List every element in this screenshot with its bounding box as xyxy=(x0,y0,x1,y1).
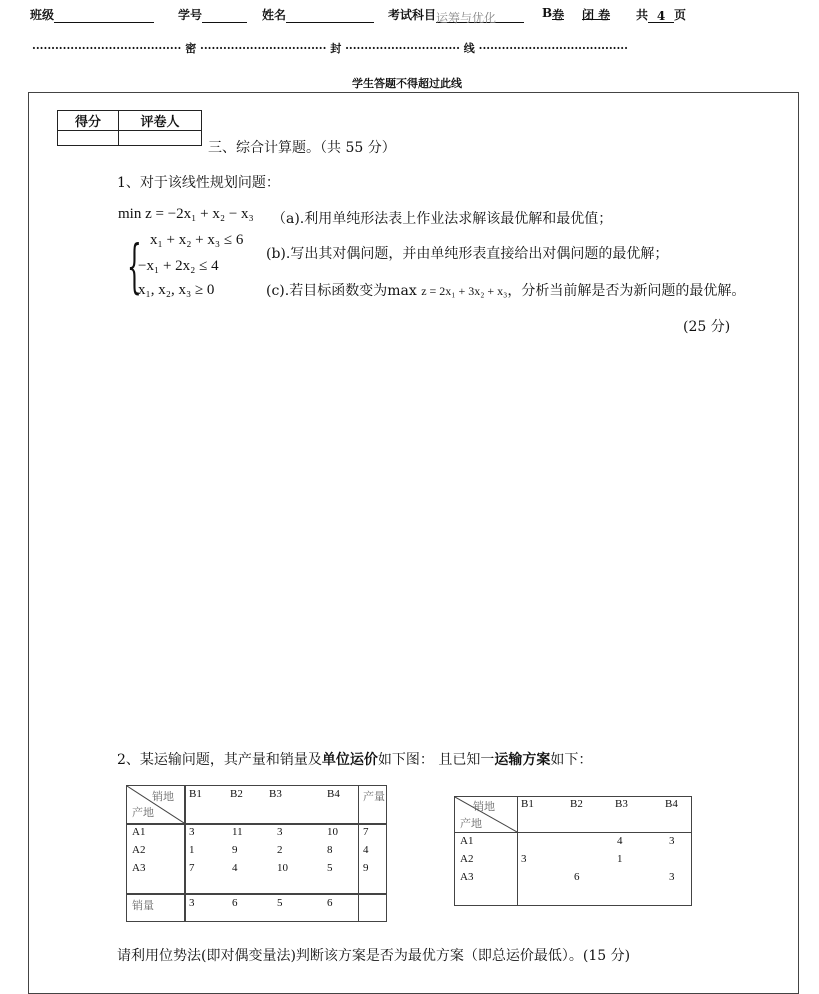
corner-bottom-label: 产地 xyxy=(460,818,482,830)
score-table xyxy=(57,110,202,146)
seal-line: ······································· 密 ································· 封 ······························ 线 ······································· xyxy=(32,42,628,55)
demand-cell: 6 xyxy=(232,897,238,909)
grader-header: 评卷人 xyxy=(119,111,202,131)
column-header: B1 xyxy=(521,798,534,810)
q1-part-b: (b).写出其对偶问题，并由单纯形表直接给出对偶问题的最优解； xyxy=(266,246,669,262)
id-blank[interactable] xyxy=(202,9,247,23)
class-blank[interactable] xyxy=(54,9,154,23)
column-divider xyxy=(184,786,186,921)
column-header: B2 xyxy=(570,798,583,810)
q1-objective: min z = −2x₁ + x₂ − x₃ xyxy=(118,206,254,222)
seal-xian: 线 xyxy=(463,42,475,55)
q1-intro: 1、对于该线性规划问题： xyxy=(117,175,280,191)
column-header: B4 xyxy=(327,788,340,800)
cost-cell: 10 xyxy=(327,826,338,838)
demand-cell: 6 xyxy=(327,897,333,909)
class-label: 班级 xyxy=(30,8,55,22)
name-label: 姓名 xyxy=(262,8,287,22)
cost-cell: 3 xyxy=(277,826,283,838)
supply-cell: 9 xyxy=(363,862,369,874)
grader-cell[interactable] xyxy=(119,131,202,146)
demand-label: 销量 xyxy=(132,900,154,912)
allocation-cell: 3 xyxy=(669,871,675,883)
corner-top-label: 销地 xyxy=(473,801,495,813)
cost-cell: 5 xyxy=(327,862,333,874)
cost-cell: 10 xyxy=(277,862,288,874)
allocation-cell: 3 xyxy=(669,835,675,847)
cost-table xyxy=(126,785,387,922)
allocation-cell: 4 xyxy=(617,835,623,847)
q2-intro-b: 单位运价 xyxy=(321,752,378,768)
q2-intro xyxy=(117,749,592,769)
row-label: A2 xyxy=(132,844,146,856)
cost-cell: 9 xyxy=(232,844,238,856)
column-divider xyxy=(517,797,518,905)
row-divider xyxy=(455,832,691,833)
q1-constraint-3: x₁, x₂, x₃ ≥ 0 xyxy=(138,282,215,298)
q1-constraint-1: x₁ + x₂ + x₃ ≤ 6 xyxy=(150,232,244,248)
allocation-cell: 1 xyxy=(617,853,623,865)
column-header: B3 xyxy=(269,788,282,800)
name-blank[interactable] xyxy=(286,9,374,23)
closed-book xyxy=(582,6,610,20)
pages-field xyxy=(636,6,686,23)
subject-value: 运筹与优化 xyxy=(436,9,524,23)
q2-intro-c: 如下图： 且已知一 xyxy=(377,752,495,768)
seal-mi: 密 xyxy=(185,42,197,55)
row-label: A2 xyxy=(460,853,474,865)
pages-count: 4 xyxy=(648,9,674,23)
column-divider xyxy=(358,786,359,921)
row-divider xyxy=(127,823,386,825)
row-label: A3 xyxy=(460,871,474,883)
pages-prefix: 共 xyxy=(636,8,649,22)
score-cell[interactable] xyxy=(58,131,119,146)
q2-intro-a: 2、某运输问题，其产量和销量及 xyxy=(117,752,322,768)
corner-bottom-label: 产地 xyxy=(132,807,154,819)
cost-cell: 11 xyxy=(232,826,243,838)
pages-suffix: 页 xyxy=(674,8,687,22)
q1-points: (25 分) xyxy=(683,319,731,335)
cost-cell: 1 xyxy=(189,844,195,856)
allocation-cell: 6 xyxy=(574,871,580,883)
id-field xyxy=(178,6,247,23)
supply-cell: 7 xyxy=(363,826,369,838)
q2-intro-d: 运输方案 xyxy=(494,752,551,768)
supply-cell: 4 xyxy=(363,844,369,856)
q1-constraint-2: −x₁ + 2x₂ ≤ 4 xyxy=(138,258,219,274)
cost-cell: 8 xyxy=(327,844,333,856)
supply-header: 产量 xyxy=(363,791,385,803)
subject-label: 考试科目 xyxy=(388,8,437,22)
paper-field xyxy=(542,6,564,20)
cost-cell: 3 xyxy=(189,826,195,838)
cost-cell: 2 xyxy=(277,844,283,856)
column-header: B3 xyxy=(615,798,628,810)
brace-icon: { xyxy=(127,232,142,300)
q1-part-a: （a).利用单纯形法表上作业法求解该最优解和最优值； xyxy=(272,211,613,227)
demand-cell: 5 xyxy=(277,897,283,909)
section-title: 三、综合计算题。（共 55 分） xyxy=(208,140,396,156)
paper-suffix: 卷 xyxy=(552,8,565,22)
class-field xyxy=(30,6,154,23)
id-label: 学号 xyxy=(178,8,203,22)
cost-cell: 7 xyxy=(189,862,195,874)
q1-part-c xyxy=(266,280,745,300)
column-header: B1 xyxy=(189,788,202,800)
q2-intro-e: 如下： xyxy=(550,752,593,768)
paper-letter: B xyxy=(542,6,553,20)
q2-question: 请利用位势法(即对偶变量法)判断该方案是否为最优方案（即总运价最低）。(15 分) xyxy=(117,948,631,964)
q1-c-post: ，分析当前解是否为新问题的最优解。 xyxy=(507,283,746,299)
seal-feng: 封 xyxy=(330,42,342,55)
subject-field xyxy=(388,6,524,23)
row-label: A1 xyxy=(460,835,474,847)
corner-top-label: 销地 xyxy=(152,791,174,803)
score-header: 得分 xyxy=(58,111,119,131)
q1-c-expr: z = 2x₁ + 3x₂ + x₃ xyxy=(421,284,508,298)
row-divider xyxy=(127,893,386,895)
column-header: B4 xyxy=(665,798,678,810)
plan-table xyxy=(454,796,692,906)
demand-cell: 3 xyxy=(189,897,195,909)
seal-notice: 学生答题不得超过此线 xyxy=(352,77,462,90)
row-label: A1 xyxy=(132,826,146,838)
q1-c-pre: (c).若目标函数变为max xyxy=(266,283,422,299)
row-label: A3 xyxy=(132,862,146,874)
name-field xyxy=(262,6,374,23)
allocation-cell: 3 xyxy=(521,853,527,865)
column-header: B2 xyxy=(230,788,243,800)
cost-cell: 4 xyxy=(232,862,238,874)
closed-label: 闭 卷 xyxy=(582,8,611,22)
